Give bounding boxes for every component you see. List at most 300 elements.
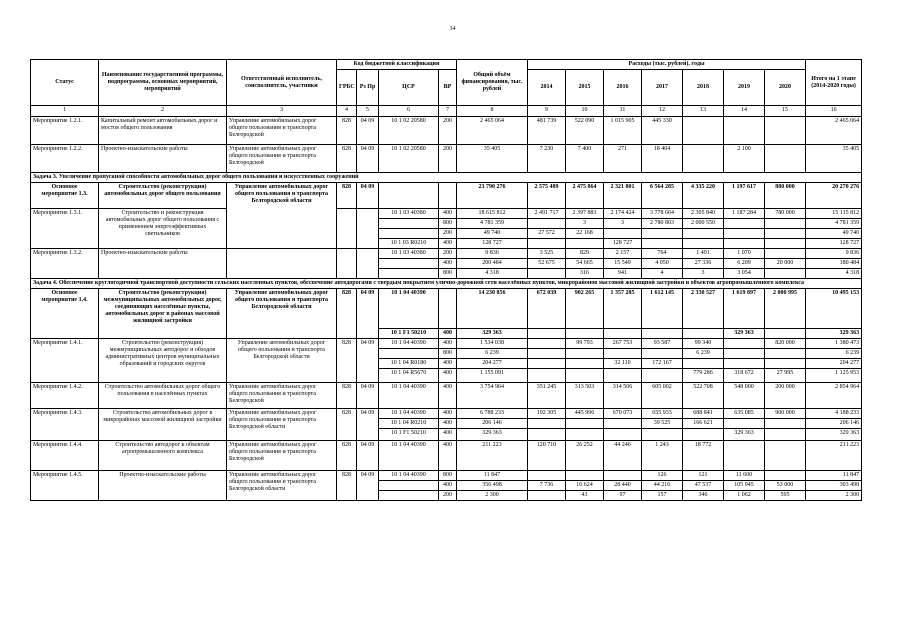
cell-2018: 47 537 xyxy=(683,481,724,491)
table-row xyxy=(31,183,862,209)
col-total: Общий объём финансирования, тыс. рублей xyxy=(457,60,528,106)
cell-2017 xyxy=(642,369,683,383)
cell-rz: 04 09 xyxy=(357,145,379,173)
cell-total: 14 230 856 xyxy=(457,289,528,329)
cell-rz: 04 09 xyxy=(357,289,379,339)
budget-table xyxy=(30,59,862,501)
cell-2018: 2 000 550 xyxy=(683,219,724,229)
cell-2020: 595 xyxy=(765,491,806,501)
table-row xyxy=(31,441,862,471)
cell-stage: 4 188 233 xyxy=(806,409,862,419)
cell-2018 xyxy=(683,229,724,239)
cell-total: 2 465 064 xyxy=(457,117,528,145)
cell-2014 xyxy=(528,471,566,481)
cell-2018: 522 708 xyxy=(683,383,724,409)
cell-2020 xyxy=(765,219,806,229)
cell-total: 35 405 xyxy=(457,145,528,173)
cell-2018: 121 xyxy=(683,471,724,481)
table-row xyxy=(31,209,862,219)
cell-2015: 26 252 xyxy=(566,441,604,471)
cell-2016 xyxy=(604,471,642,481)
cell-csr: 10 1 04 40390 xyxy=(379,441,439,471)
cell-2014: 2 575 489 xyxy=(528,183,566,209)
cell-2020 xyxy=(765,471,806,481)
cell-2015 xyxy=(566,429,604,441)
cell-2015: 22 168 xyxy=(566,229,604,239)
cell-2019 xyxy=(724,239,765,249)
cell-grbs: 828 xyxy=(337,289,357,339)
cell-vr: 400 xyxy=(439,259,457,269)
row-name: Строительство (реконструкция) межмуниципальных автодорог и обходов административных центров муниципальных образований и городских округов xyxy=(99,339,227,383)
cell-2014: 672 039 xyxy=(528,289,566,329)
task-4-heading: Задача 4. Обеспечение круглогодичной транспортной доступности сельских населенных пунктов, обеспечение автодорогами с твердым покрытием улично-дорожной сети населённых пунктов, микрорайонов массовой жилищной застройки и объектов агропромышленного комплекса xyxy=(31,279,862,289)
cell-2017: 126 xyxy=(642,471,683,481)
cell-2019: 105 945 xyxy=(724,481,765,491)
col-number: 12 xyxy=(642,106,683,117)
cell-csr xyxy=(379,229,439,239)
cell-csr: 10 1 04 R0210 xyxy=(379,419,439,429)
cell-csr: 10 1 03 R0210 xyxy=(379,239,439,249)
cell-2015 xyxy=(566,471,604,481)
cell-csr: 10 1 04 40390 xyxy=(379,383,439,409)
cell-vr: 800 xyxy=(439,219,457,229)
cell-vr: 400 xyxy=(439,339,457,349)
col-2017: 2017 xyxy=(642,70,683,106)
row-status: Мероприятие 1.4.2. xyxy=(31,383,99,409)
cell-2014: 351 245 xyxy=(528,383,566,409)
col-csr: ЦСР xyxy=(379,70,439,106)
cell-stage: 2 854 964 xyxy=(806,383,862,409)
cell-2017: 1 612 145 xyxy=(642,289,683,329)
cell-total: 3 754 964 xyxy=(457,383,528,409)
cell-total: 211 223 xyxy=(457,441,528,471)
cell-2019: 1 062 xyxy=(724,491,765,501)
cell-stage: 211 223 xyxy=(806,441,862,471)
cell-2016 xyxy=(604,329,642,339)
row-status: Основное мероприятие 1.4. xyxy=(31,289,99,339)
row-status: Мероприятие 1.4.1. xyxy=(31,339,99,383)
cell-2016: 670 073 xyxy=(604,409,642,419)
cell-csr xyxy=(379,219,439,229)
cell-2017: 445 330 xyxy=(642,117,683,145)
cell-2016: 1 015 905 xyxy=(604,117,642,145)
col-2020: 2020 xyxy=(765,70,806,106)
cell-csr: 10 1 02 20580 xyxy=(379,117,439,145)
cell-2015 xyxy=(566,329,604,339)
cell-2020 xyxy=(765,429,806,441)
col-number: 5 xyxy=(357,106,379,117)
cell-csr: 10 1 02 20580 xyxy=(379,145,439,173)
cell-2014: 27 572 xyxy=(528,229,566,239)
cell-csr: 10 1 03 40380 xyxy=(379,209,439,219)
cell-2019: 635 085 xyxy=(724,409,765,419)
cell-2016: 44 246 xyxy=(604,441,642,471)
cell-2016 xyxy=(604,429,642,441)
cell-stage: 35 405 xyxy=(806,145,862,173)
cell-2014: 7 230 xyxy=(528,145,566,173)
cell-2014: 481 739 xyxy=(528,117,566,145)
cell-2015: 2 475 864 xyxy=(566,183,604,209)
row-executor: Управление автомобильных дорог общего пользования и транспорта Белгородской xyxy=(227,441,337,471)
cell-csr: 10 1 04 40390 xyxy=(379,289,439,329)
cell-2016: 271 xyxy=(604,145,642,173)
cell-total: 329 363 xyxy=(457,429,528,441)
cell-2019 xyxy=(724,219,765,229)
cell-2019: 1 197 617 xyxy=(724,183,765,209)
cell-2018: 2 330 527 xyxy=(683,289,724,329)
cell-2014 xyxy=(528,239,566,249)
row-status: Мероприятие 1.4.4. xyxy=(31,441,99,471)
cell-rz: 04 09 xyxy=(357,409,379,441)
cell-2015: 54 665 xyxy=(566,259,604,269)
cell-2018: 18 772 xyxy=(683,441,724,471)
cell-rz xyxy=(357,249,379,279)
cell-vr: 200 xyxy=(439,249,457,259)
row-status: Мероприятие 1.2.1. xyxy=(31,117,99,145)
row-name: Проектно-изыскательские работы xyxy=(99,145,227,173)
cell-2017: 655 933 xyxy=(642,409,683,419)
cell-2017: 764 xyxy=(642,249,683,259)
col-number: 7 xyxy=(439,106,457,117)
cell-vr: 800 xyxy=(439,269,457,279)
cell-total: 18 615 812 xyxy=(457,209,528,219)
cell-csr: 10 1 03 40380 xyxy=(379,249,439,259)
cell-csr: 10 1 04 R0180 xyxy=(379,359,439,369)
row-name: Строительство и реконструкция автомобильных дорог общего пользования с применением энергоэффективных светильников xyxy=(99,209,227,249)
task-3-heading: Задача 3. Увеличение пропускной способности автомобильных дорог общего пользования и искусственных сооружений xyxy=(31,173,862,183)
cell-2018 xyxy=(683,329,724,339)
col-number: 10 xyxy=(566,106,604,117)
cell-stage: 20 270 276 xyxy=(806,183,862,209)
cell-grbs: 828 xyxy=(337,145,357,173)
cell-total: 23 790 276 xyxy=(457,183,528,209)
cell-2019: 1 187 284 xyxy=(724,209,765,219)
cell-2020: 27 995 xyxy=(765,369,806,383)
col-expenses: Расходы (тыс. рублей), годы xyxy=(528,60,806,70)
cell-2015: 522 090 xyxy=(566,117,604,145)
cell-vr: 400 xyxy=(439,383,457,409)
cell-vr: 200 xyxy=(439,229,457,239)
cell-csr xyxy=(379,481,439,491)
col-rzpr: Рз Пр xyxy=(357,70,379,106)
cell-2014 xyxy=(528,429,566,441)
cell-2019: 329 363 xyxy=(724,329,765,339)
cell-stage: 1 380 473 xyxy=(806,339,862,349)
section-row xyxy=(31,173,862,183)
cell-2017: 172 167 xyxy=(642,359,683,369)
cell-vr: 400 xyxy=(439,369,457,383)
table-row xyxy=(31,145,862,173)
cell-vr: 400 xyxy=(439,441,457,471)
cell-vr xyxy=(439,183,457,209)
cell-2017 xyxy=(642,349,683,359)
row-name: Строительство автомобильных дорог общего пользования в населённых пунктах xyxy=(99,383,227,409)
cell-csr xyxy=(379,491,439,501)
cell-2014: 3 525 xyxy=(528,249,566,259)
cell-2018: 688 841 xyxy=(683,409,724,419)
cell-stage: 11 847 xyxy=(806,471,862,481)
cell-csr: 10 1 F1 50210 xyxy=(379,429,439,441)
col-number: 11 xyxy=(604,106,642,117)
col-2018: 2018 xyxy=(683,70,724,106)
cell-2014 xyxy=(528,329,566,339)
page-number: 34 xyxy=(449,26,456,32)
row-name: Проектно-изыскательские работы xyxy=(99,249,227,279)
cell-2014 xyxy=(528,219,566,229)
column-numbers-row xyxy=(31,106,862,117)
cell-stage: 329 363 xyxy=(806,329,862,339)
cell-2018: 166 621 xyxy=(683,419,724,429)
cell-2019: 6 209 xyxy=(724,259,765,269)
cell-2015 xyxy=(566,369,604,383)
cell-2014 xyxy=(528,491,566,501)
cell-2017: 18 404 xyxy=(642,145,683,173)
cell-2020 xyxy=(765,441,806,471)
cell-rz: 04 09 xyxy=(357,441,379,471)
table-row xyxy=(31,409,862,419)
col-number: 13 xyxy=(683,106,724,117)
cell-total: 1 534 038 xyxy=(457,339,528,349)
cell-vr: 400 xyxy=(439,419,457,429)
cell-total: 1 155 091 xyxy=(457,369,528,383)
row-name: Строительство (реконструкция) межмуниципальных автомобильных дорог, соединяющих населённые пункты, автомобильных дорог в районах массовой жилищной застройки xyxy=(99,289,227,339)
table-row xyxy=(31,383,862,409)
cell-2019: 2 100 xyxy=(724,145,765,173)
cell-2020 xyxy=(765,269,806,279)
cell-2020 xyxy=(765,117,806,145)
col-stage: Итого на 1 этапе (2014-2020 годы) xyxy=(806,60,862,106)
col-number: 3 xyxy=(227,106,337,117)
cell-2015: 3 xyxy=(566,219,604,229)
col-number: 2 xyxy=(99,106,227,117)
table-row xyxy=(31,471,862,481)
cell-2019 xyxy=(724,441,765,471)
cell-2018: 4 335 220 xyxy=(683,183,724,209)
cell-csr: 10 1 F1 50210 xyxy=(379,329,439,339)
cell-rz: 04 09 xyxy=(357,117,379,145)
cell-2017: 157 xyxy=(642,491,683,501)
col-2019: 2019 xyxy=(724,70,765,106)
cell-2015: 313 503 xyxy=(566,383,604,409)
row-executor: Управление автомобильных дорог общего пользования и транспорта Белгородской области xyxy=(227,409,337,441)
cell-rz: 04 09 xyxy=(357,183,379,209)
cell-vr: 800 xyxy=(439,471,457,481)
row-name: Проектно-изыскательские работы xyxy=(99,471,227,501)
cell-2016: 3 xyxy=(604,219,642,229)
col-vr: ВР xyxy=(439,70,457,106)
cell-2018: 3 xyxy=(683,269,724,279)
cell-vr: 400 xyxy=(439,209,457,219)
cell-2019 xyxy=(724,419,765,429)
table-row xyxy=(31,339,862,349)
row-status: Мероприятие 1.4.3. xyxy=(31,409,99,441)
cell-grbs: 828 xyxy=(337,409,357,441)
cell-2014 xyxy=(528,339,566,349)
cell-2019: 548 000 xyxy=(724,383,765,409)
cell-2018: 99 340 xyxy=(683,339,724,349)
cell-stage: 204 277 xyxy=(806,359,862,369)
cell-2015: 316 xyxy=(566,269,604,279)
col-number: 9 xyxy=(528,106,566,117)
row-executor: Управление автомобильных дорог общего пользования и транспорта Белгородской xyxy=(227,383,337,409)
cell-2016: 2 321 801 xyxy=(604,183,642,209)
col-number: 16 xyxy=(806,106,862,117)
cell-2019: 3 054 xyxy=(724,269,765,279)
cell-2017: 39 525 xyxy=(642,419,683,429)
cell-2018 xyxy=(683,239,724,249)
cell-2015 xyxy=(566,239,604,249)
cell-2016: 32 110 xyxy=(604,359,642,369)
cell-csr xyxy=(379,349,439,359)
cell-vr: 200 xyxy=(439,145,457,173)
cell-2018: 6 239 xyxy=(683,349,724,359)
cell-stage: 15 115 812 xyxy=(806,209,862,219)
cell-grbs: 828 xyxy=(337,183,357,209)
cell-2016: 267 753 xyxy=(604,339,642,349)
cell-2020 xyxy=(765,419,806,429)
cell-2015: 7 400 xyxy=(566,145,604,173)
cell-2020 xyxy=(765,239,806,249)
cell-total: 6 239 xyxy=(457,349,528,359)
row-name: Строительство автодорог к объектам агропромышленного комплекса xyxy=(99,441,227,471)
cell-2020 xyxy=(765,359,806,369)
cell-2018: 346 xyxy=(683,491,724,501)
cell-2014: 120 710 xyxy=(528,441,566,471)
cell-vr xyxy=(439,289,457,329)
row-executor: Управление автомобильных дорог общего пользования и транспорта Белгородской xyxy=(227,145,337,173)
cell-2019 xyxy=(724,229,765,239)
cell-2015: 99 793 xyxy=(566,339,604,349)
cell-vr: 400 xyxy=(439,409,457,419)
cell-total: 4 781 359 xyxy=(457,219,528,229)
cell-2018: 2 305 840 xyxy=(683,209,724,219)
row-status: Мероприятие 1.4.5. xyxy=(31,471,99,501)
cell-2016: 128 727 xyxy=(604,239,642,249)
col-number: 15 xyxy=(765,106,806,117)
cell-stage: 4 318 xyxy=(806,269,862,279)
cell-csr xyxy=(379,269,439,279)
cell-2016 xyxy=(604,369,642,383)
cell-2019 xyxy=(724,339,765,349)
cell-rz xyxy=(357,209,379,249)
cell-2017: 3 778 664 xyxy=(642,209,683,219)
cell-2020 xyxy=(765,349,806,359)
cell-2015: 445 996 xyxy=(566,409,604,419)
cell-2015 xyxy=(566,419,604,429)
cell-2015: 902 265 xyxy=(566,289,604,329)
row-name: Строительство (реконструкция) автомобильных дорог общего пользования xyxy=(99,183,227,209)
cell-csr xyxy=(379,183,439,209)
cell-2018: 27 336 xyxy=(683,259,724,269)
col-executor: Ответственный исполнитель, соисполнитель, участники xyxy=(227,60,337,106)
cell-2016 xyxy=(604,349,642,359)
col-grbs: ГРБС xyxy=(337,70,357,106)
cell-2020 xyxy=(765,229,806,239)
cell-2017: 1 243 xyxy=(642,441,683,471)
cell-2019: 318 672 xyxy=(724,369,765,383)
row-status: Мероприятие 1.3.1. xyxy=(31,209,99,249)
cell-grbs: 828 xyxy=(337,117,357,145)
cell-csr xyxy=(379,259,439,269)
cell-grbs xyxy=(337,249,357,279)
cell-csr: 10 1 04 40390 xyxy=(379,471,439,481)
col-number: 6 xyxy=(379,106,439,117)
col-number: 8 xyxy=(457,106,528,117)
cell-stage: 6 239 xyxy=(806,349,862,359)
cell-total: 329 363 xyxy=(457,329,528,339)
table-row xyxy=(31,249,862,259)
row-executor xyxy=(227,249,337,279)
cell-2015 xyxy=(566,349,604,359)
cell-2015 xyxy=(566,359,604,369)
cell-2014 xyxy=(528,369,566,383)
cell-2015: 2 397 883 xyxy=(566,209,604,219)
col-status: Статус xyxy=(31,60,99,106)
cell-2020: 820 000 xyxy=(765,339,806,349)
cell-2019 xyxy=(724,359,765,369)
cell-csr: 10 1 04 40390 xyxy=(379,409,439,419)
cell-2019: 329 363 xyxy=(724,429,765,441)
cell-grbs: 828 xyxy=(337,441,357,471)
cell-vr: 400 xyxy=(439,429,457,441)
cell-2017: 4 050 xyxy=(642,259,683,269)
cell-2017: 6 564 285 xyxy=(642,183,683,209)
cell-stage: 128 727 xyxy=(806,239,862,249)
cell-2016: 941 xyxy=(604,269,642,279)
cell-total: 2 300 xyxy=(457,491,528,501)
cell-grbs xyxy=(337,209,357,249)
row-executor: Управление автомобильных дорог общего пользования и транспорта Белгородской области xyxy=(227,289,337,339)
cell-2020: 200 000 xyxy=(765,383,806,409)
cell-stage: 206 146 xyxy=(806,419,862,429)
cell-stage: 303 498 xyxy=(806,481,862,491)
cell-rz: 04 09 xyxy=(357,339,379,383)
row-executor: Управление автомобильных дорог общего пользования и транспорта Белгородской области xyxy=(227,183,337,249)
cell-2016: 314 506 xyxy=(604,383,642,409)
row-status: Основное мероприятие 1.3. xyxy=(31,183,99,209)
cell-stage: 2 465 064 xyxy=(806,117,862,145)
cell-2014: 192 305 xyxy=(528,409,566,419)
cell-2016 xyxy=(604,419,642,429)
cell-stage: 10 495 153 xyxy=(806,289,862,329)
cell-2018 xyxy=(683,145,724,173)
cell-total: 200 484 xyxy=(457,259,528,269)
cell-stage: 1 125 953 xyxy=(806,369,862,383)
cell-2016: 28 440 xyxy=(604,481,642,491)
cell-total: 4 318 xyxy=(457,269,528,279)
cell-2016: 97 xyxy=(604,491,642,501)
cell-total: 9 836 xyxy=(457,249,528,259)
cell-total: 49 740 xyxy=(457,229,528,239)
cell-2020: 880 000 xyxy=(765,183,806,209)
cell-2014: 7 736 xyxy=(528,481,566,491)
cell-2015: 16 624 xyxy=(566,481,604,491)
cell-2020: 900 000 xyxy=(765,409,806,419)
row-status: Мероприятие 1.2.2. xyxy=(31,145,99,173)
cell-2019 xyxy=(724,117,765,145)
cell-total: 6 788 233 xyxy=(457,409,528,419)
cell-2016: 2 157 xyxy=(604,249,642,259)
cell-2014 xyxy=(528,269,566,279)
col-2014: 2014 xyxy=(528,70,566,106)
cell-2018: 1 491 xyxy=(683,249,724,259)
cell-2016: 2 174 424 xyxy=(604,209,642,219)
cell-2020: 2 000 995 xyxy=(765,289,806,329)
cell-2015: 829 xyxy=(566,249,604,259)
row-executor: Управление автомобильных дорог общего пользования и транспорта Белгородской области xyxy=(227,471,337,501)
cell-2014 xyxy=(528,359,566,369)
cell-vr: 400 xyxy=(439,359,457,369)
